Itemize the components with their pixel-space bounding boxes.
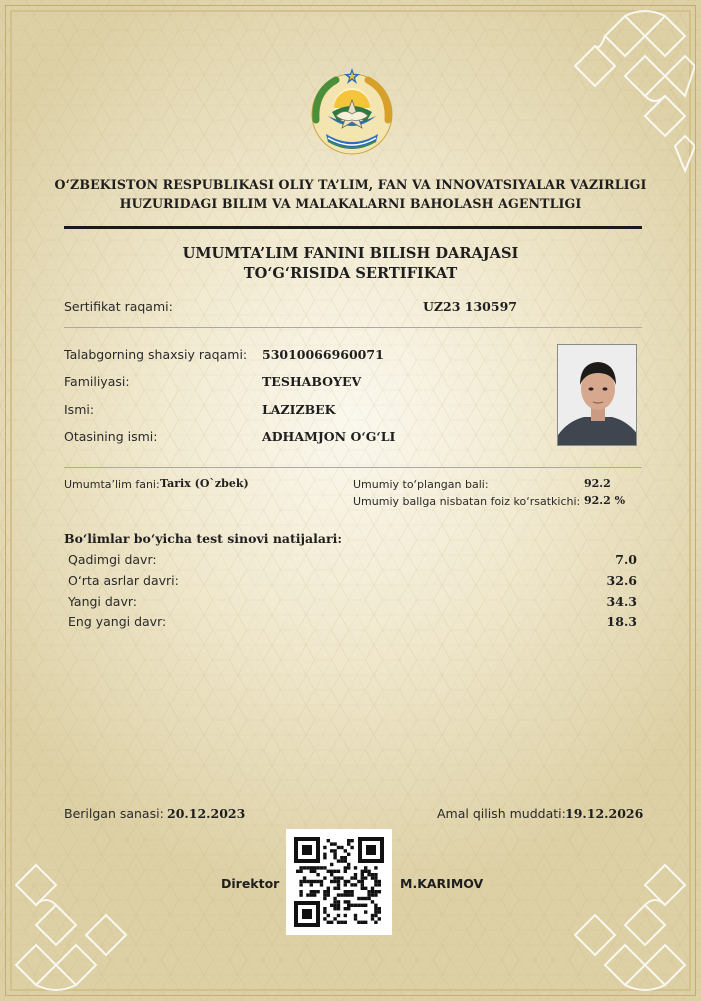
total-score-label: Umumiy to‘plangan bali: xyxy=(353,478,489,491)
certificate-number-value: UZ23 130597 xyxy=(423,299,517,314)
section-label: O‘rta asrlar davri: xyxy=(68,573,179,588)
section-value: 32.6 xyxy=(606,573,637,588)
corner-ornament-bottom-left xyxy=(6,825,196,995)
issue-date-value: 20.12.2023 xyxy=(167,806,246,821)
section-results-heading: Bo‘limlar bo‘yicha test sinovi natijalari: xyxy=(64,531,342,546)
section-label: Eng yangi davr: xyxy=(68,614,167,629)
patronymic-label: Otasining ismi: xyxy=(64,429,158,444)
state-emblem-icon xyxy=(306,64,398,160)
surname-value: TESHABOYEV xyxy=(262,374,362,389)
percent-label: Umumiy ballga nisbatan foiz ko‘rsatkichi: xyxy=(353,495,581,508)
certificate-title xyxy=(40,244,661,284)
title-line-2: TO‘G‘RISIDA SERTIFIKAT xyxy=(243,265,458,282)
header-divider xyxy=(64,226,642,229)
corner-ornament-top-right xyxy=(505,6,695,176)
certificate-divider xyxy=(64,327,642,328)
section-label: Yangi davr: xyxy=(68,594,138,609)
corner-ornament-bottom-right xyxy=(505,825,695,995)
personal-id-label: Talabgorning shaxsiy raqami: xyxy=(64,347,248,362)
student-photo xyxy=(557,344,637,446)
agency-line-2: HUZURIDAGI BILIM VA MALAKALARNI BAHOLASH AGENTLIGI xyxy=(119,196,582,211)
patronymic-value: ADHAMJON O‘G‘LI xyxy=(262,429,396,444)
agency-name xyxy=(40,175,661,213)
section-value: 7.0 xyxy=(615,552,637,567)
section-value: 18.3 xyxy=(606,614,637,629)
qr-code-icon[interactable] xyxy=(286,829,392,935)
director-name: M.KARIMOV xyxy=(400,876,484,891)
total-score-value: 92.2 xyxy=(584,477,611,490)
section-value: 34.3 xyxy=(606,594,637,609)
first-name-label: Ismi: xyxy=(64,402,95,417)
personal-id-value: 53010066960071 xyxy=(262,347,384,362)
percent-value: 92.2 % xyxy=(584,494,626,507)
director-label: Direktor xyxy=(221,876,280,891)
surname-label: Familiyasi: xyxy=(64,374,130,389)
title-line-1: UMUMTA’LIM FANINI BILISH DARAJASI xyxy=(182,245,519,262)
issue-date-label: Berilgan sanasi: xyxy=(64,806,164,821)
subject-value: Tarix (O`zbek) xyxy=(160,477,249,490)
first-name-value: LAZIZBEK xyxy=(262,402,336,417)
section-label: Qadimgi davr: xyxy=(68,552,157,567)
certificate-number-label: Sertifikat raqami: xyxy=(64,299,173,314)
subject-label: Umumta’lim fani: xyxy=(64,478,160,491)
agency-line-1: O‘ZBEKISTON RESPUBLIKASI OLIY TA’LIM, FAN VA INNOVATSIYALAR VAZIRLIGI xyxy=(54,177,647,192)
valid-until-value: 19.12.2026 xyxy=(565,806,644,821)
subject-divider xyxy=(64,467,642,468)
valid-until-label: Amal qilish muddati: xyxy=(437,806,566,821)
